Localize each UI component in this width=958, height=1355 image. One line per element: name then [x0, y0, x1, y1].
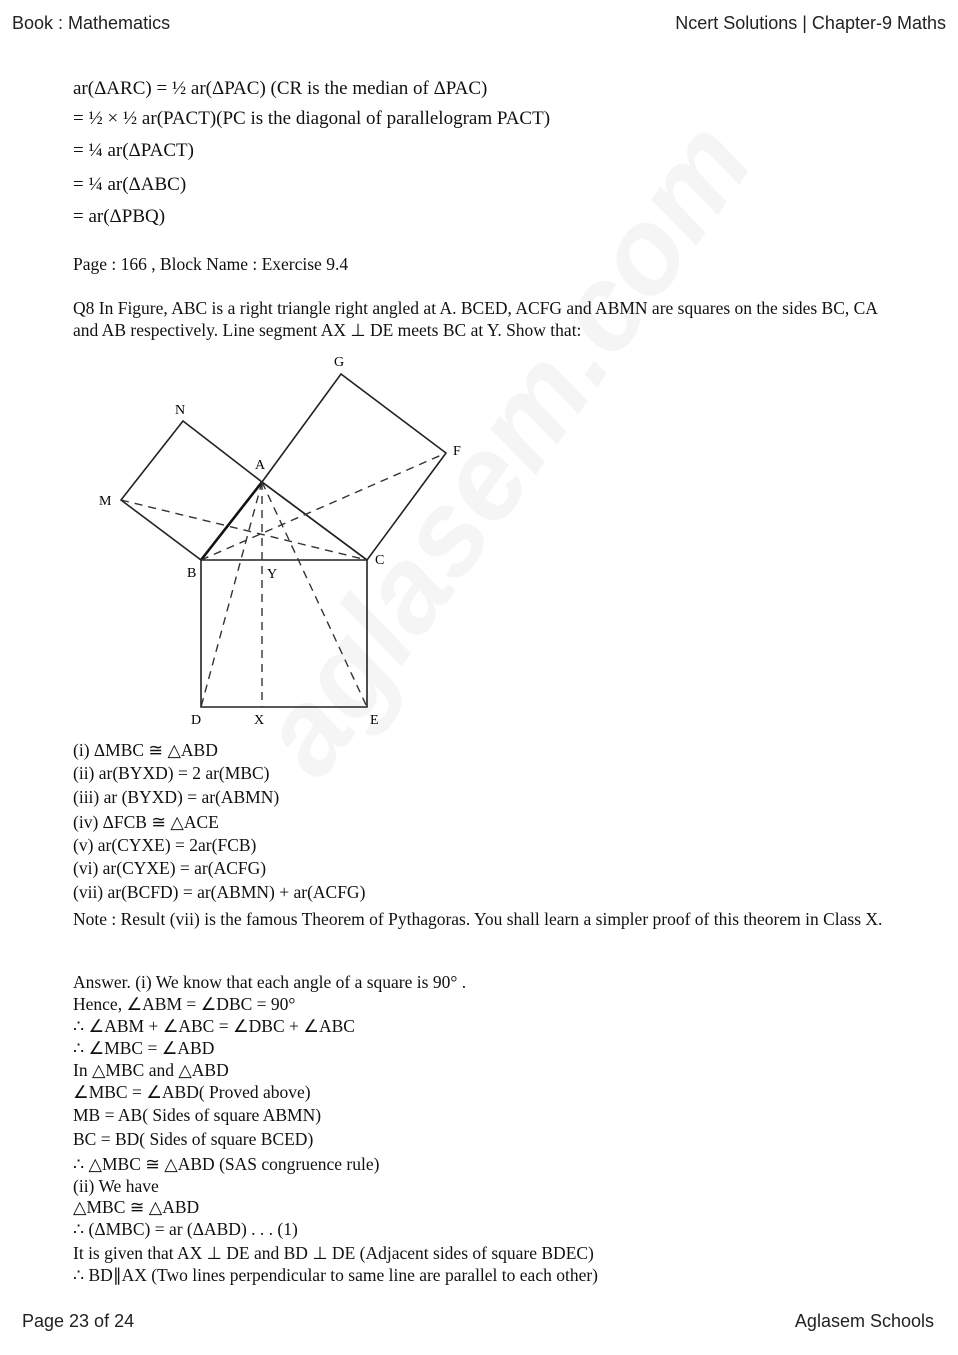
label-f: F [453, 444, 461, 459]
answer-line: BC = BD( Sides of square BCED) [73, 1129, 314, 1149]
question-text: Q8 In Figure, ABC is a right triangle right angled at A. BCED, ACFG and ABMN are squares on the sides BC, CA and AB respectively. Line segment AX ⊥ DE meets BC at Y. Show that: [73, 298, 877, 340]
label-m: M [99, 494, 112, 509]
label-d: D [191, 713, 202, 728]
equation-line: ar(ΔARC) = ½ ar(ΔPAC) (CR is the median of ΔPAC) [73, 78, 488, 99]
equation-line: = ar(ΔPBQ) [73, 206, 166, 227]
square-acfg [262, 374, 446, 560]
footer-page-number: Page 23 of 24 [22, 1311, 135, 1331]
footer-brand: Aglasem Schools [794, 1311, 934, 1331]
header-book-title: Book : Mathematics [12, 13, 171, 33]
answer-line: (ii) We have [73, 1176, 159, 1196]
label-c: C [375, 553, 385, 568]
answer-line: ∴ △MBC ≅ △ABD (SAS congruence rule) [73, 1154, 380, 1174]
label-n: N [175, 403, 186, 418]
answer-line: ∴ ∠ABM + ∠ABC = ∠DBC + ∠ABC [73, 1016, 355, 1036]
label-b: B [187, 566, 197, 581]
segment-bf [201, 453, 446, 560]
segment-ae [262, 482, 367, 707]
equation-line: = ½ × ½ ar(PACT)(PC is the diagonal of parallelogram PACT) [73, 108, 551, 129]
page-block-info: Page : 166 , Block Name : Exercise 9.4 [73, 254, 349, 274]
equation-line: = ¼ ar(ΔABC) [73, 174, 187, 195]
answer-line: ∴ (ΔMBC) = ar (ΔABD) . . . (1) [73, 1219, 298, 1239]
note-text: Note : Result (vii) is the famous Theorem of Pythagoras. You shall learn a simpler proof of this theorem in Class X. [73, 909, 883, 929]
answer-line: ∴ BD∥AX (Two lines perpendicular to same line are parallel to each other) [73, 1265, 598, 1285]
answer-line: ∠MBC = ∠ABD( Proved above) [73, 1082, 311, 1102]
label-x: X [254, 713, 265, 728]
part-item: (i) ΔMBC ≅ △ABD [73, 740, 218, 760]
part-item: (v) ar(CYXE) = 2ar(FCB) [73, 835, 257, 855]
part-item: (vii) ar(BCFD) = ar(ABMN) + ar(ACFG) [73, 882, 366, 902]
segment-ac [262, 482, 367, 560]
answer-line: Answer. (i) We know that each angle of a square is 90° . [73, 972, 467, 992]
label-y: Y [267, 567, 278, 582]
answer-line: Hence, ∠ABM = ∠DBC = 90° [73, 994, 296, 1014]
part-item: (ii) ar(BYXD) = 2 ar(MBC) [73, 763, 270, 783]
label-g: G [334, 355, 345, 370]
header-chapter-title: Ncert Solutions | Chapter-9 Maths [675, 13, 946, 33]
answer-line: It is given that AX ⊥ DE and BD ⊥ DE (Adjacent sides of square BDEC) [73, 1243, 594, 1263]
geometry-figure [90, 345, 480, 730]
square-abmn [121, 421, 262, 560]
answer-line: In △MBC and △ABD [73, 1060, 229, 1080]
segment-ab [201, 482, 262, 560]
segment-ad [201, 482, 262, 707]
answer-line: ∴ ∠MBC = ∠ABD [73, 1038, 215, 1058]
part-item: (iv) ΔFCB ≅ △ACE [73, 812, 219, 832]
answer-line: MB = AB( Sides of square ABMN) [73, 1105, 322, 1125]
answer-line: △MBC ≅ △ABD [73, 1197, 200, 1217]
part-item: (iii) ar (BYXD) = ar(ABMN) [73, 787, 280, 807]
label-e: E [370, 713, 379, 728]
square-bced [201, 560, 367, 707]
part-item: (vi) ar(CYXE) = ar(ACFG) [73, 858, 267, 878]
label-a: A [255, 458, 266, 473]
equation-line: = ¼ ar(ΔPACT) [73, 140, 194, 161]
